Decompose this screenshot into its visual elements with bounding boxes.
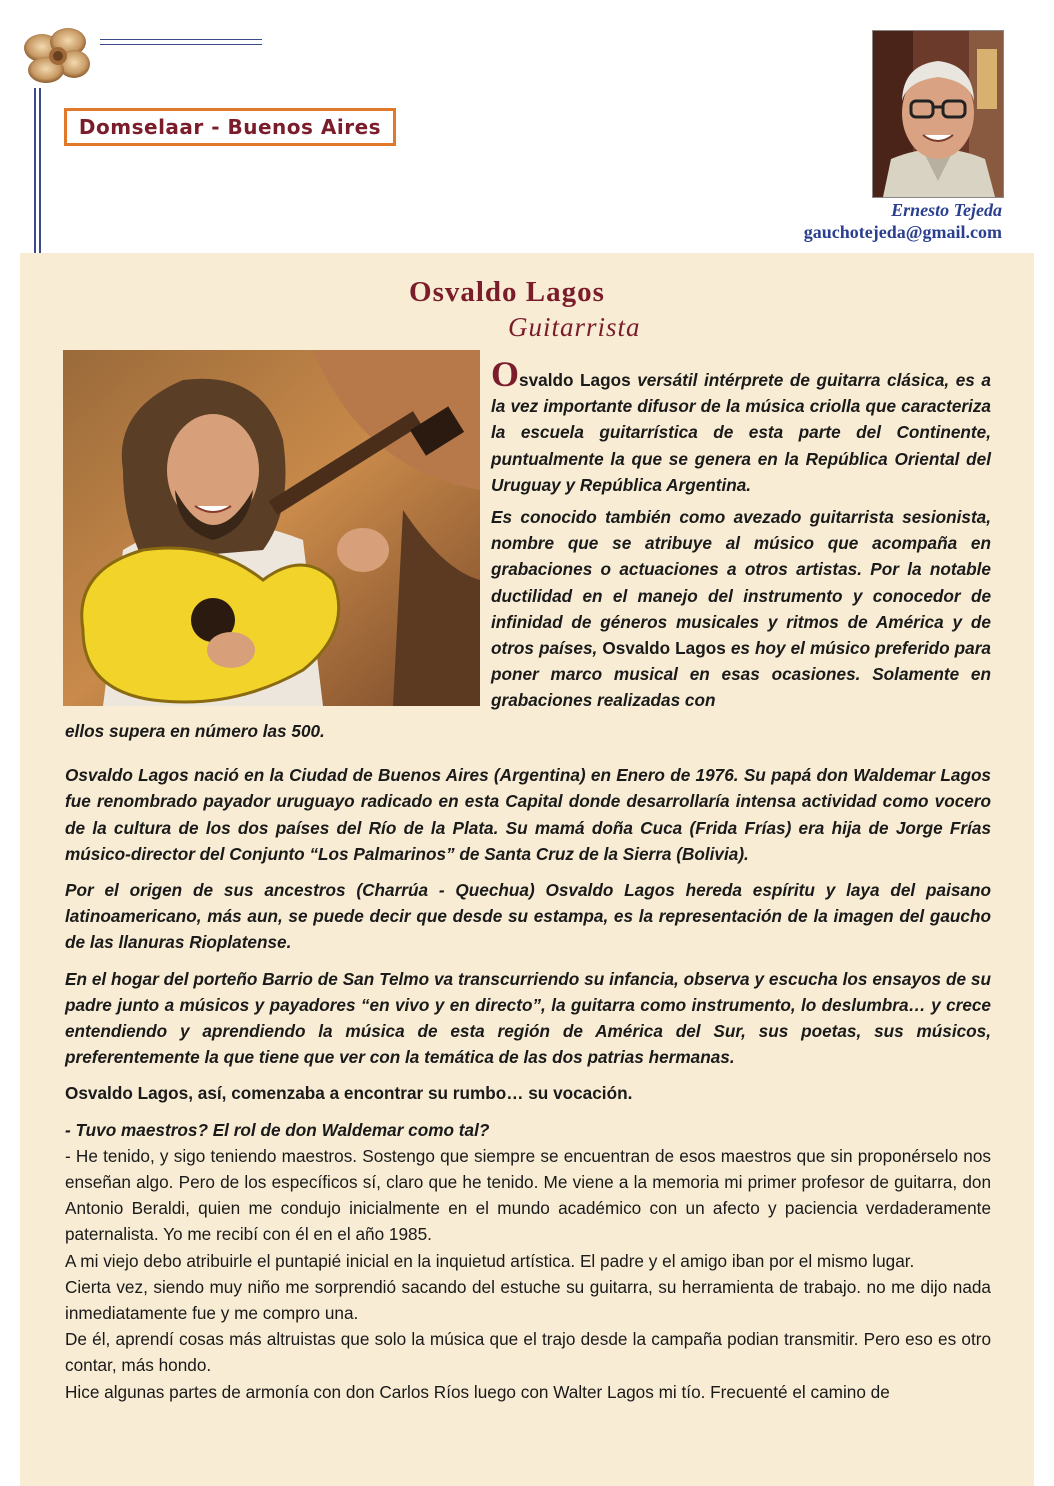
session-name: Osvaldo Lagos: [602, 638, 726, 659]
flower-ornament-icon: [22, 24, 94, 86]
intro-column: [491, 354, 991, 720]
birth-paragraph: Osvaldo Lagos nació en la Ciudad de Buenos Aires (Argentina) en Enero de 1976. Su papá don Waldemar Lagos fue renombrado payador uruguayo radicado en esta Capital donde desarrollaría intensa actividad como vocero de la cultura de los dos países del Río de la Plata. Su mamá doña Cuca (Frida Frías) era hija de Jorge Frías músico-director del Conjunto “Los Palmarinos” de Santa Cruz de la Sierra (Bolivia).: [65, 765, 991, 864]
session-paragraph: [491, 504, 991, 714]
answer-paragraph-3: Cierta vez, siendo muy niño me sorprendió sacando del estuche su guitarra, su herramienta de trabajo. no me dijo nada inmediatamente fue y me compro una.: [65, 1276, 991, 1324]
answer-paragraph-5: Hice algunas partes de armonía con don Carlos Ríos luego con Walter Lagos mi tío. Frecuenté el camino de: [65, 1381, 890, 1402]
intro-text: versátil intérprete de guitarra clásica, es a la vez importante difusor de la música criolla que caracteriza la escuela guitarrística de esta parte del Continente, puntualmente la que se genera en la República Oriental del Uruguay y República Argentina.: [491, 370, 991, 495]
vocation-paragraph: Osvaldo Lagos, así, comenzaba a encontrar su rumbo… su vocación.: [65, 1083, 633, 1104]
header-rule-top: [100, 39, 262, 40]
ancestry-paragraph: Por el origen de sus ancestros (Charrúa - Quechua) Osvaldo Lagos hereda espíritu y laya del paisano latinoamericano, más aun, se puede decir que desde su estampa, es la representación de la imagen del gaucho de las llanuras Rioplatense.: [65, 880, 991, 953]
author-email: gauchotejeda@gmail.com: [803, 222, 1002, 242]
body-column: [65, 718, 991, 1405]
session-text-a: Es conocido también como avezado guitarrista sesionista, nombre que se atribuye al músico que acompaña en grabaciones o actuaciones a otros artistas. Por la notable ductilidad en el manejo del instrumento y conocedor de infinidad de géneros musicales y ritmos de América y de otros países,: [491, 507, 991, 659]
author-photo: [872, 30, 1004, 198]
intro-name: svaldo Lagos: [519, 370, 631, 390]
session-text-b: es hoy el músico preferido para poner marco musical en esas ocasiones. Solamente en grabaciones realizadas con: [491, 638, 991, 711]
answer-paragraph-1: - He tenido, y sigo teniendo maestros. Sostengo que siempre se encuentran de esos maestros que sin proponérselo nos enseñan algo. Pero de los específicos sí, claro que he tenido. Me viene a la memoria mi primer profesor de guitarra, don Antonio Beraldi, quien me condujo inicialmente en el mundo académico con un afecto y paciencia verdaderamente paternalista. Yo me recibí con él en el año 1985.: [65, 1145, 991, 1245]
article-subtitle: Guitarrista: [508, 312, 641, 342]
answer-paragraph-2: A mi viejo debo atribuirle el puntapié inicial en la inquietud artística. El padre y el amigo iban por el mismo lugar.: [65, 1250, 915, 1271]
childhood-paragraph: En el hogar del porteño Barrio de San Telmo va transcurriendo su infancia, observa y escucha los ensayos de su padre junto a músicos y payadores “en vivo y en directo”, la guitarra como instrumento, lo deslumbra… y crece entendiendo y aprendiendo la música de esta región de América del Sur, sus poetas, sus músicos, preferentemente la que tiene que ver con la temática de las dos patrias hermanas.: [65, 968, 991, 1068]
location-label: Domselaar - Buenos Aires: [64, 108, 396, 146]
session-paragraph-end: ellos supera en número las 500.: [65, 721, 325, 741]
drop-cap: O: [491, 354, 520, 394]
interview-question: - Tuvo maestros? El rol de don Waldemar como tal?: [65, 1119, 490, 1140]
guitarist-photo: [63, 350, 480, 706]
author-name: Ernesto Tejeda: [891, 200, 1002, 220]
answer-paragraph-4: De él, aprendí cosas más altruistas que solo la música que el trajo desde la campaña podian transmitir. Pero eso es otro contar, más hondo.: [65, 1329, 991, 1376]
article-title: Osvaldo Lagos: [409, 276, 605, 308]
intro-paragraph: [491, 354, 991, 498]
header-rule-bottom: [100, 44, 262, 45]
